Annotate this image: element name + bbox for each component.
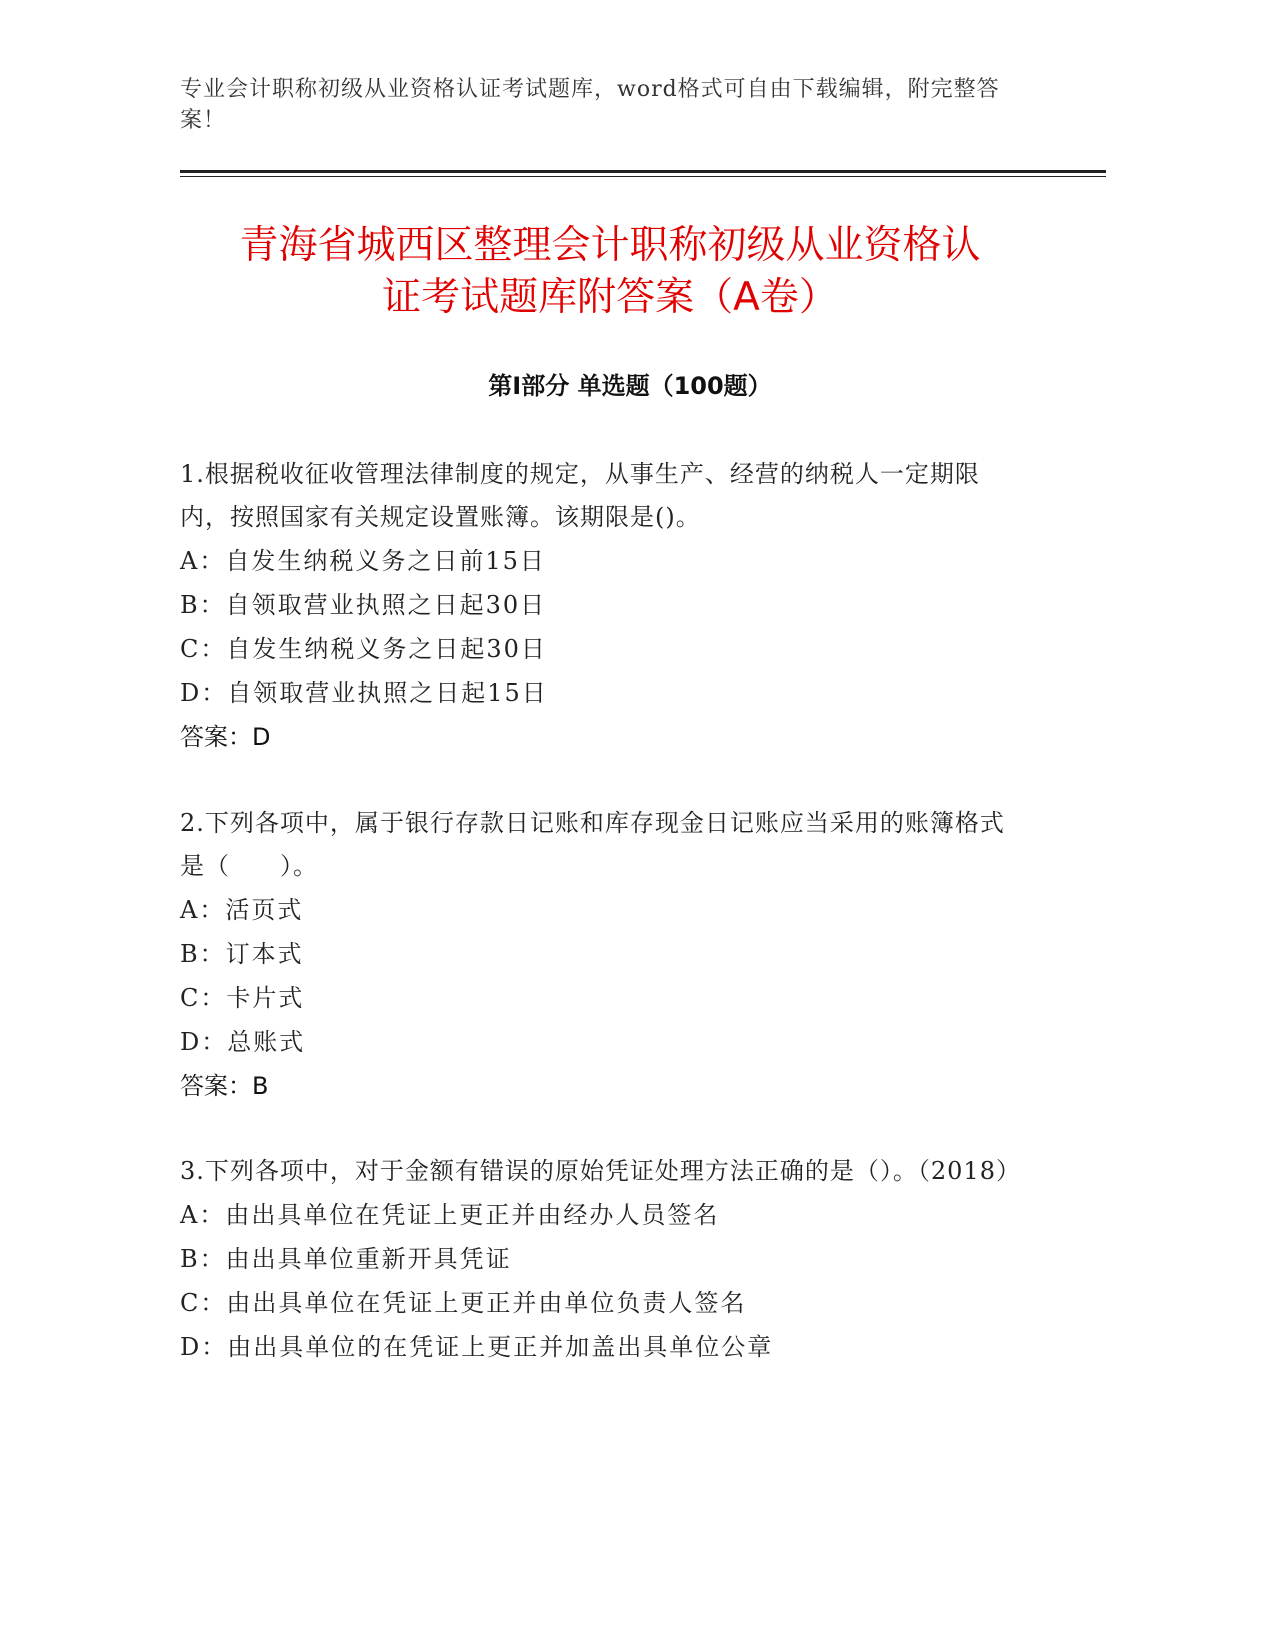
header-note: 专业会计职称初级从业资格认证考试题库，word格式可自由下载编辑，附完整答案！ bbox=[180, 77, 1000, 133]
option-c: C：由出具单位在凭证上更正并由单位负责人签名 bbox=[180, 1289, 747, 1317]
question-stem: 3.下列各项中，对于金额有错误的原始凭证处理方法正确的是（）。（2018） bbox=[180, 1157, 1021, 1185]
option-b: B：自领取营业执照之日起30日 bbox=[180, 591, 547, 619]
option-d: D：总账式 bbox=[180, 1028, 306, 1056]
header-divider-thin bbox=[180, 176, 1106, 177]
question-1 bbox=[180, 453, 1020, 759]
option-d: D：自领取营业执照之日起15日 bbox=[180, 679, 548, 707]
option-b: B：订本式 bbox=[180, 940, 304, 968]
question-stem: 2.下列各项中，属于银行存款日记账和库存现金日记账应当采用的账簿格式是（ ）。 bbox=[180, 809, 1005, 880]
option-b: B：由出具单位重新开具凭证 bbox=[180, 1245, 512, 1273]
question-stem: 1.根据税收征收管理法律制度的规定，从事生产、经营的纳税人一定期限内，按照国家有关规定设置账簿。该期限是()。 bbox=[180, 460, 980, 531]
document-title-line2: 证考试题库附答案（A卷） bbox=[382, 275, 838, 320]
question-2 bbox=[180, 802, 1020, 1108]
answer-line: 答案：B bbox=[180, 1072, 269, 1100]
document-title bbox=[180, 220, 1040, 324]
question-3 bbox=[180, 1150, 1020, 1369]
document-title-line1: 青海省城西区整理会计职称初级从业资格认 bbox=[239, 223, 981, 268]
section-heading: 第Ⅰ部分 单选题（100题） bbox=[488, 372, 772, 400]
option-c: C：自发生纳税义务之日起30日 bbox=[180, 635, 547, 663]
option-a: A：自发生纳税义务之日前15日 bbox=[180, 547, 546, 575]
option-a: A：由出具单位在凭证上更正并由经办人员签名 bbox=[180, 1201, 720, 1229]
header-divider-thick bbox=[180, 170, 1106, 173]
option-d: D：由出具单位的在凭证上更正并加盖出具单位公章 bbox=[180, 1333, 774, 1361]
option-c: C：卡片式 bbox=[180, 984, 305, 1012]
answer-line: 答案：D bbox=[180, 723, 271, 751]
option-a: A：活页式 bbox=[180, 896, 304, 924]
